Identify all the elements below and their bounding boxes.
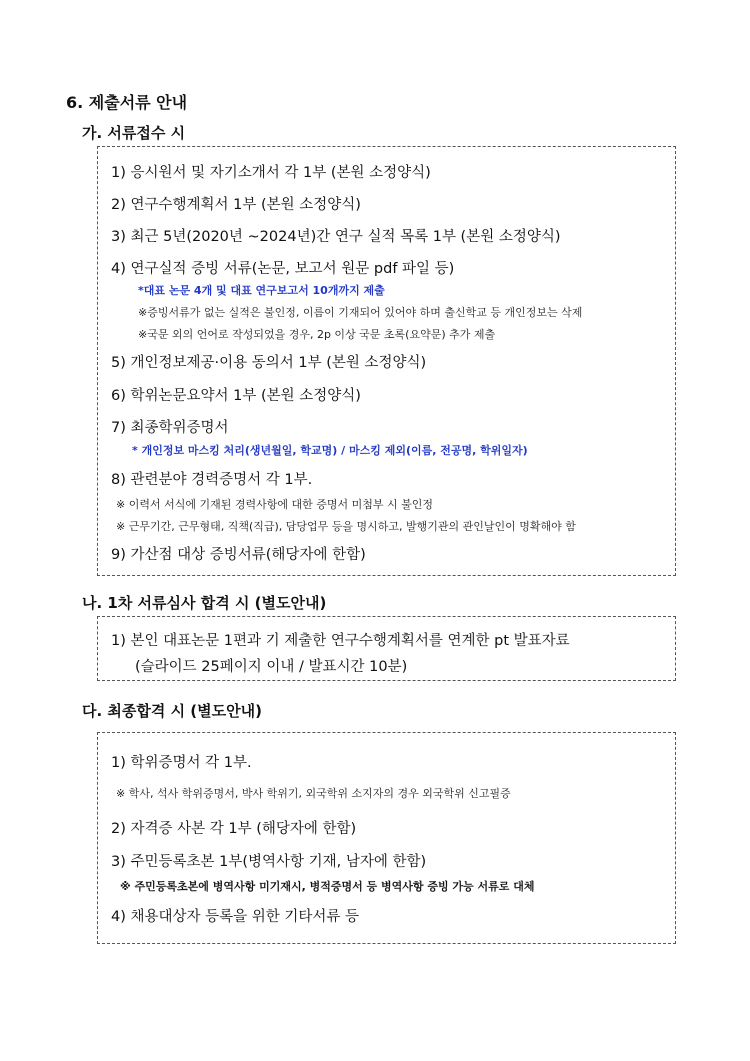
part-a-heading: 가. 서류접수 시 bbox=[82, 124, 186, 142]
item-8-note-1: ※ 이력서 서식에 기재된 경력사항에 대한 증명서 미첨부 시 불인정 bbox=[116, 498, 433, 511]
part-c-item-3-note: ※ 주민등록초본에 병역사항 미기재시, 병적증명서 등 병역사항 증빙 가능 서류로 대체 bbox=[120, 880, 535, 893]
part-c-item-1-note: ※ 학사, 석사 학위증명서, 박사 학위기, 외국학위 소지자의 경우 외국학위 신고필증 bbox=[116, 787, 511, 800]
item-4-highlight-note: *대표 논문 4개 및 대표 연구보고서 10개까지 제출 bbox=[138, 284, 385, 297]
part-c-item-4: 4) 채용대상자 등록을 위한 기타서류 등 bbox=[111, 909, 360, 925]
part-a-item-2: 2) 연구수행계획서 1부 (본원 소정양식) bbox=[111, 197, 361, 213]
part-a-item-9: 9) 가산점 대상 증빙서류(해당자에 한함) bbox=[111, 547, 366, 563]
item-7-masking-note: * 개인정보 마스킹 처리(생년월일, 학교명) / 마스킹 제외(이름, 전공명, 학위일자) bbox=[132, 444, 528, 457]
part-b-item-1-line-2: (슬라이드 25페이지 이내 / 발표시간 10분) bbox=[135, 659, 408, 675]
part-c-box bbox=[97, 732, 676, 944]
item-4-note-1: ※증빙서류가 없는 실적은 불인정, 이름이 기재되어 있어야 하며 출신학교 등 개인정보는 삭제 bbox=[138, 306, 583, 319]
item-8-note-2: ※ 근무기간, 근무형태, 직책(직급), 담당업무 등을 명시하고, 발행기관의 관인날인이 명확해야 함 bbox=[116, 520, 576, 533]
section-title: 6. 제출서류 안내 bbox=[66, 93, 188, 112]
part-a-item-1: 1) 응시원서 및 자기소개서 각 1부 (본원 소정양식) bbox=[111, 165, 431, 181]
part-a-item-8: 8) 관련분야 경력증명서 각 1부. bbox=[111, 472, 313, 488]
part-c-heading: 다. 최종합격 시 (별도안내) bbox=[82, 702, 262, 720]
part-a-item-3: 3) 최근 5년(2020년 ~2024년)간 연구 실적 목록 1부 (본원 소정양식) bbox=[111, 229, 561, 245]
part-b-heading: 나. 1차 서류심사 합격 시 (별도안내) bbox=[82, 594, 327, 612]
part-c-item-1: 1) 학위증명서 각 1부. bbox=[111, 755, 252, 771]
part-b-item-1-line-1: 1) 본인 대표논문 1편과 기 제출한 연구수행계획서를 연계한 pt 발표자료 bbox=[111, 633, 570, 649]
part-c-item-2: 2) 자격증 사본 각 1부 (해당자에 한함) bbox=[111, 821, 357, 837]
part-a-box bbox=[97, 146, 676, 576]
part-c-item-3: 3) 주민등록초본 1부(병역사항 기재, 남자에 한함) bbox=[111, 854, 427, 870]
part-a-item-4: 4) 연구실적 증빙 서류(논문, 보고서 원문 pdf 파일 등) bbox=[111, 261, 455, 277]
part-a-item-7: 7) 최종학위증명서 bbox=[111, 420, 229, 436]
part-b-box bbox=[97, 616, 676, 681]
item-4-note-2: ※국문 외의 언어로 작성되었을 경우, 2p 이상 국문 초록(요약문) 추가 제출 bbox=[138, 328, 496, 341]
part-a-item-6: 6) 학위논문요약서 1부 (본원 소정양식) bbox=[111, 388, 361, 404]
part-a-item-5: 5) 개인정보제공·이용 동의서 1부 (본원 소정양식) bbox=[111, 355, 427, 371]
